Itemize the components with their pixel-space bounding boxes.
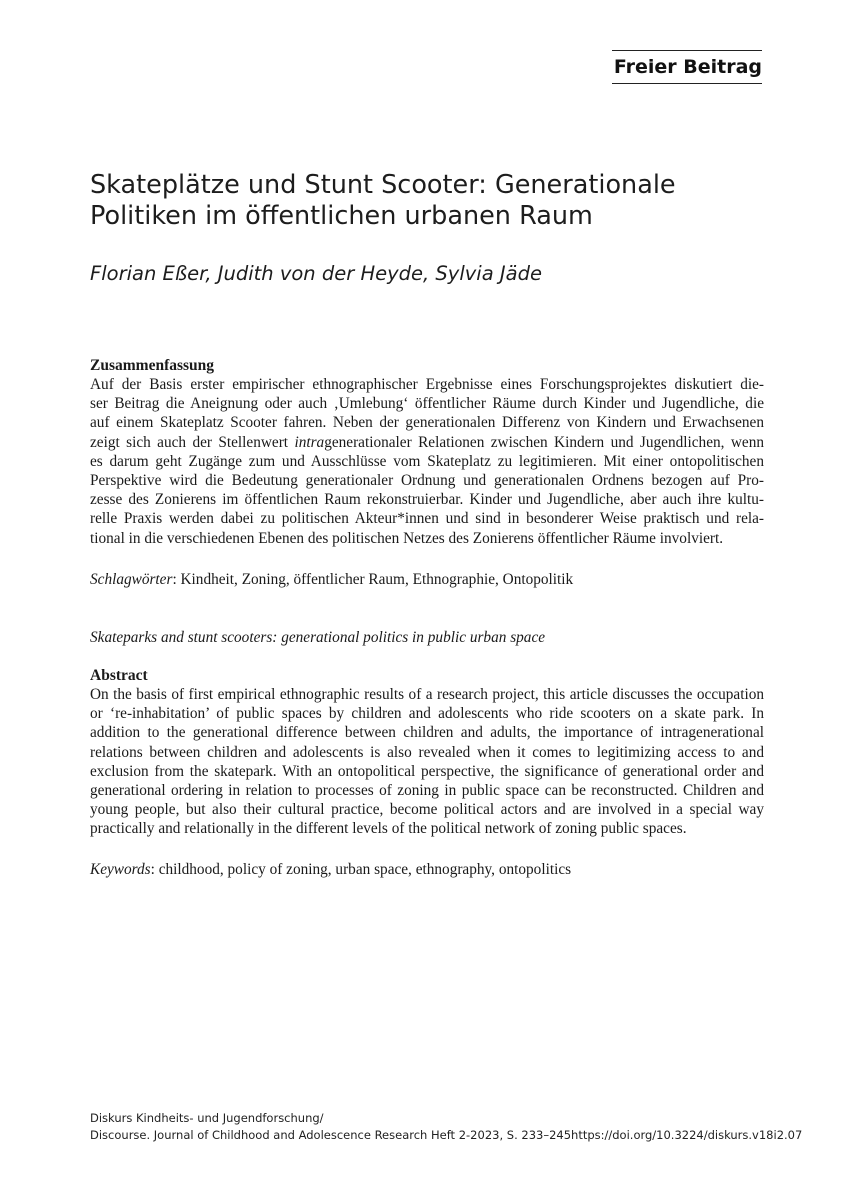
footer-journal-line1: Diskurs Kindheits- und Jugendforschung/ [90, 1111, 324, 1125]
footer-row [90, 1110, 780, 1127]
footer-journal-line2: Discourse. Journal of Childhood and Adolescence Research Heft 2-2023, S. 233–245 [90, 1128, 572, 1142]
keywords-text: : childhood, policy of zoning, urban space, ethnography, ontopolitics [150, 861, 572, 878]
footer-row [90, 1127, 803, 1144]
title-line: Politiken im öffentlichen urbanen Raum [90, 201, 593, 231]
text-line: auf einem Skateplatz Scooter fahren. Neben der generationalen Differenz von Kindern und Erwachsenen [90, 414, 764, 432]
section-label: Freier Beitrag [612, 50, 762, 84]
text-line: exclusion from the skatepark. With an ontopolitical perspective, the significance of generational order and [90, 762, 764, 780]
text-line: tional in die verschiedenen Ebenen des politischen Netzes des Zonierens öffentlicher Räume involviert. [90, 529, 724, 547]
english-title [90, 628, 764, 647]
text-line: Perspektive wird die Bedeutung generationaler Ordnung und generationalen Ordnens bezogen auf Pro- [90, 472, 764, 490]
text-line: practically and relationally in the different levels of the political network of zoning public spaces. [90, 820, 687, 838]
abstract-section [90, 666, 764, 839]
article-title [90, 170, 770, 232]
text-line: Auf der Basis erster empirischer ethnographischer Ergebnisse eines Forschungsprojektes diskutiert die- [90, 376, 764, 393]
text-line: or ‘re-inhabitation’ of public spaces by children and adolescents who ride scooters on a skate park. In [90, 705, 764, 723]
text-line: relations between children and adolescents is also revealed when it comes to legitimizing access to and [90, 743, 764, 761]
title-line: Skateplätze und Stunt Scooter: Generationale [90, 170, 676, 200]
abstract-body [90, 685, 764, 839]
text-line: generational ordering in relation to processes of zoning in public space can be reconstructed. Children and [90, 782, 764, 800]
schlagwoerter-label: Schlagwörter [90, 571, 173, 588]
footer-doi: https://doi.org/10.3224/diskurs.v18i2.07 [571, 1128, 803, 1142]
zusammenfassung-body [90, 375, 764, 548]
footer [90, 1110, 803, 1144]
text-line: young people, but also their cultural practice, become political actors and are involved in a special way [90, 801, 764, 819]
abstract-heading: Abstract [90, 667, 148, 684]
text-line: relle Praxis werden dabei zu politischen Akteur*innen und sind in besonderer Weise praktisch und rela- [90, 510, 764, 528]
text-line [90, 433, 764, 452]
italic-prefix: intra [294, 433, 325, 451]
schlagwoerter-line [90, 570, 764, 589]
text-segment: zeigt sich auch der Stellenwert [90, 433, 295, 451]
keywords-line [90, 860, 764, 879]
zusammenfassung-heading: Zusammenfassung [90, 357, 215, 374]
text-line: es darum geht Zugänge zum und Ausschlüsse vom Skateplatz zu legitimieren. Mit einer ontopolitischen [90, 452, 764, 470]
text-segment: generationaler Relationen zwischen Kindern und Jugendlichen, wenn [324, 433, 765, 451]
text-line: addition to the generational difference between children and adults, the importance of intragenerational [90, 724, 764, 742]
text-line: On the basis of first empirical ethnographic results of a research project, this article discusses the occupation [90, 686, 764, 703]
english-title-text: Skateparks and stunt scooters: generational politics in public urban space [90, 629, 546, 646]
text-line: zesse des Zonierens im öffentlichen Raum rekonstruierbar. Kinder und Jugendliche, aber auch ihre kultu- [90, 491, 764, 509]
text-line: ser Beitrag die Aneignung oder auch ‚Umlebung‘ öffentlicher Räume durch Kinder und Jugendliche, die [90, 395, 764, 413]
authors: Florian Eßer, Judith von der Heyde, Sylvia Jäde [90, 262, 542, 285]
keywords-label: Keywords [90, 861, 151, 878]
zusammenfassung-section [90, 356, 764, 548]
schlagwoerter-text: : Kindheit, Zoning, öffentlicher Raum, Ethnographie, Ontopolitik [172, 571, 574, 588]
